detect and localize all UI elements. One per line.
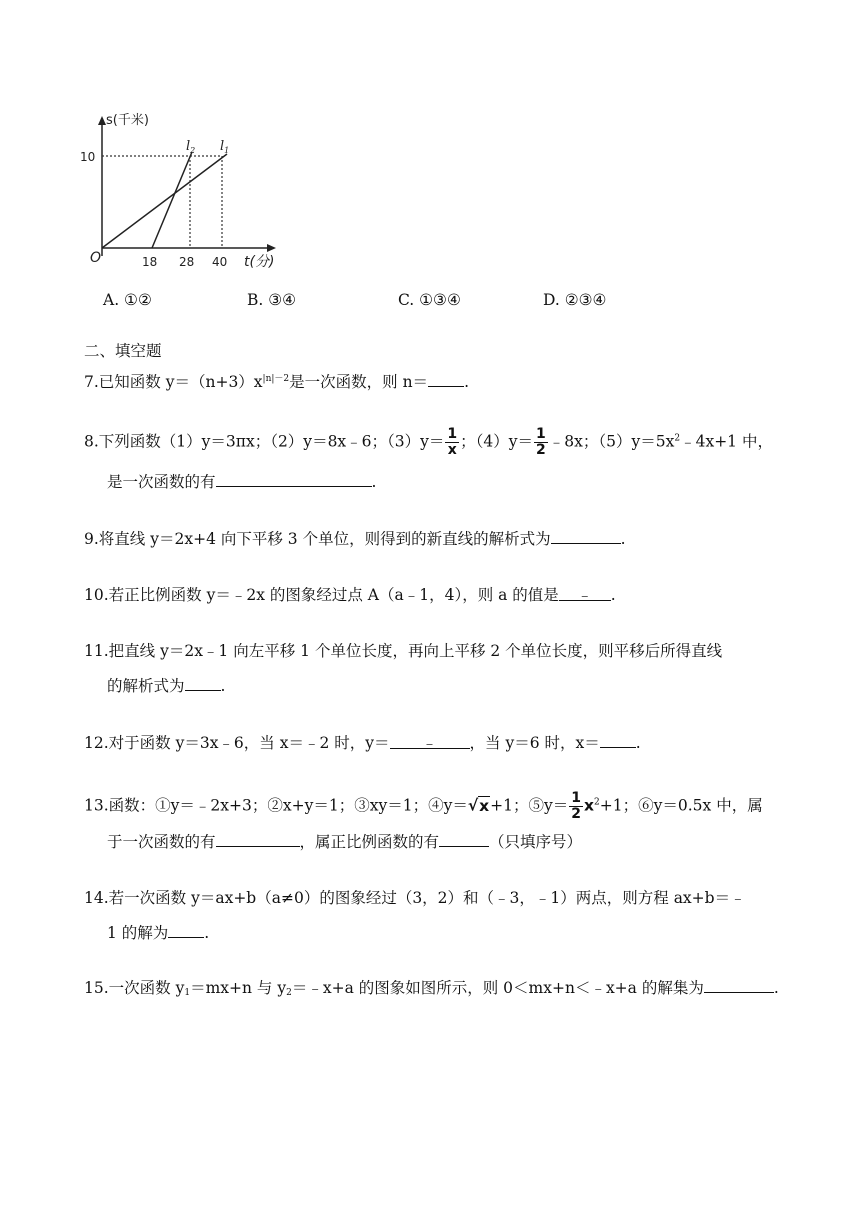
sqrt-x: √x: [467, 796, 490, 815]
distance-time-graph: [80, 110, 300, 275]
x-tick-28: 28: [179, 255, 195, 269]
origin-label: O: [90, 250, 102, 266]
fraction-1-over-2: $\frac{1}{2}$: [536, 426, 546, 458]
label-l2: $l_2$: [186, 139, 196, 155]
question-13: 13.函数：①y＝﹣2x+3；②x+y＝1；③xy＝1；④y＝√x+1；⑤y＝ $\frac{1}{2}$ $x^2+1$；⑥y＝0.5x 中，属: [84, 790, 763, 822]
line-l2: [152, 152, 192, 248]
question-8: 8.下列函数（1）y＝3πx；（2）y＝8x﹣6；（3）y＝ $\frac{1}{x}$ ；（4）y＝ $\frac{1}{2}$ ﹣8x；$(5)y=5x^2﹣4x+1$ 中，: [84, 426, 773, 458]
section-title: 二、填空题: [84, 342, 162, 360]
question-9: 9.将直线 y＝2x+4 向下平移 3 个单位，则得到的新直线的解析式为 .: [84, 530, 626, 548]
answer-blank-11[interactable]: [185, 675, 221, 691]
answer-blank-12a[interactable]: ﹣: [390, 733, 470, 749]
line-l1: [102, 154, 227, 248]
question-15: 15.一次函数 $y_1=mx+n$ 与 $y_2=﹣x+a$ 的图象如图所示，则 0＜mx+n＜﹣x+a 的解集为 .: [84, 979, 779, 998]
question-11: 11.把直线 y＝2x﹣1 向左平移 1 个单位长度，再向上平移 2 个单位长度，则平移后所得直线: [84, 642, 723, 660]
answer-blank-13b[interactable]: [439, 831, 489, 847]
answer-blank-13a[interactable]: [216, 831, 300, 847]
option-b: B. ③④: [247, 291, 297, 309]
answer-blank-10[interactable]: ﹣: [559, 585, 611, 601]
answer-blank-7[interactable]: [428, 371, 464, 387]
question-11-line2: 的解析式为 .: [107, 677, 226, 695]
label-l1: $l_1$: [220, 139, 230, 155]
x-tick-40: 40: [212, 255, 228, 269]
question-12: 12.对于函数 y＝3x﹣6，当 x＝﹣2 时，y＝ ﹣ ，当 y＝6 时，x＝ .: [84, 734, 641, 752]
option-a: A. ①②: [103, 291, 152, 309]
fraction-1-over-2-q13: $\frac{1}{2}$: [571, 790, 582, 822]
question-14-line2: 1 的解为 .: [107, 924, 210, 942]
question-10: 10.若正比例函数 y＝﹣2x 的图象经过点 A（a﹣1，4），则 a 的值是 ﹣ .: [84, 586, 616, 604]
x-axis-arrow: [267, 244, 276, 252]
y-axis-label: s(千米): [106, 113, 149, 128]
fraction-1-over-x: $\frac{1}{x}$: [447, 426, 458, 458]
question-13-line2: 于一次函数的有 ，属正比例函数的有 （只填序号）: [107, 833, 583, 851]
question-14: 14.若一次函数 y＝ax+b（a≠0）的图象经过（3，2）和（﹣3，﹣1）两点，则方程 ax+b＝﹣: [84, 889, 746, 907]
x-tick-18: 18: [142, 255, 158, 269]
answer-blank-9[interactable]: [551, 528, 621, 544]
question-7: 7.已知函数 $y=(n+3)x^{|n|-2}$是一次函数，则 n＝ .: [84, 373, 469, 391]
option-c: C. ①③④: [398, 291, 461, 309]
y-axis-arrow: [98, 116, 106, 125]
answer-blank-14[interactable]: [168, 922, 204, 938]
question-8-line2: 是一次函数的有 .: [107, 473, 377, 491]
answer-blank-12b[interactable]: [600, 732, 636, 748]
answer-blank-8[interactable]: [216, 471, 372, 487]
y-tick-10: 10: [80, 150, 96, 164]
answer-blank-15[interactable]: [704, 977, 774, 993]
option-d: D. ②③④: [543, 291, 607, 309]
x-axis-label: t(分): [244, 254, 275, 270]
